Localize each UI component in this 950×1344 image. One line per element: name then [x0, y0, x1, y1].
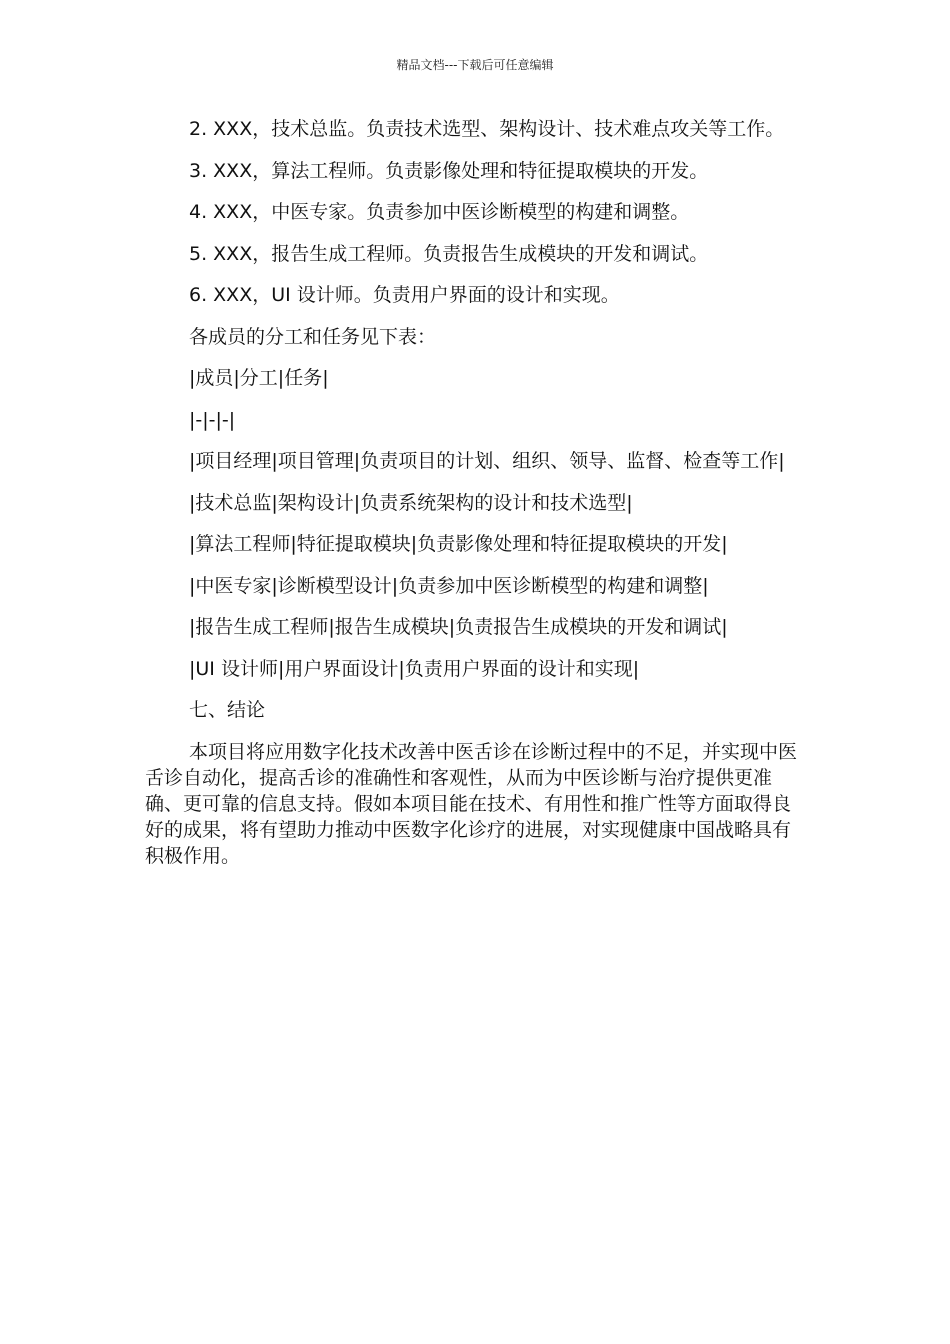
table-row: |中医专家|诊断模型设计|负责参加中医诊断模型的构建和调整|: [189, 574, 709, 597]
paragraph-team-member-3: 3. XXX，算法工程师。负责影像处理和特征提取模块的开发。: [189, 159, 709, 182]
table-row: |算法工程师|特征提取模块|负责影像处理和特征提取模块的开发|: [189, 533, 728, 555]
paragraph-table-intro: 各成员的分工和任务见下表：: [189, 325, 437, 348]
table-separator-row: |-|-|-|: [189, 408, 236, 431]
section-heading-conclusion: 七、结论: [189, 699, 266, 721]
paragraph-team-member-4: 4. XXX，中医专家。负责参加中医诊断模型的构建和调整。: [189, 201, 690, 223]
paragraph-team-member-2: 2. XXX，技术总监。负责技术选型、架构设计、技术难点攻关等工作。: [189, 118, 785, 140]
table-row: |项目经理|项目管理|负责项目的计划、组织、领导、监督、检查等工作|: [189, 450, 785, 472]
document-body: [145, 116, 805, 869]
paragraph-team-member-5: 5. XXX，报告生成工程师。负责报告生成模块的开发和调试。: [189, 242, 709, 265]
page-header: 精品文档---下载后可任意编辑: [396, 58, 554, 72]
table-header-row: |成员|分工|任务|: [189, 367, 329, 389]
paragraph-team-member-6: 6. XXX，UI 设计师。负责用户界面的设计和实现。: [189, 284, 620, 306]
paragraph-conclusion: 本项目将应用数字化技术改善中医舌诊在诊断过程中的不足，并实现中医舌诊自动化，提高舌诊的准确性和客观性，从而为中医诊断与治疗提供更准确、更可靠的信息支持。假如本项目能在技术、有用性和推广性等方面取得良好的成果，将有望助力推动中医数字化诊疗的进展，对实现健康中国战略具有积极作用。: [145, 740, 798, 867]
table-row: |报告生成工程师|报告生成模块|负责报告生成模块的开发和调试|: [189, 616, 728, 638]
table-row: |技术总监|架构设计|负责系统架构的设计和技术选型|: [189, 491, 633, 514]
table-row: |UI 设计师|用户界面设计|负责用户界面的设计和实现|: [189, 657, 640, 680]
